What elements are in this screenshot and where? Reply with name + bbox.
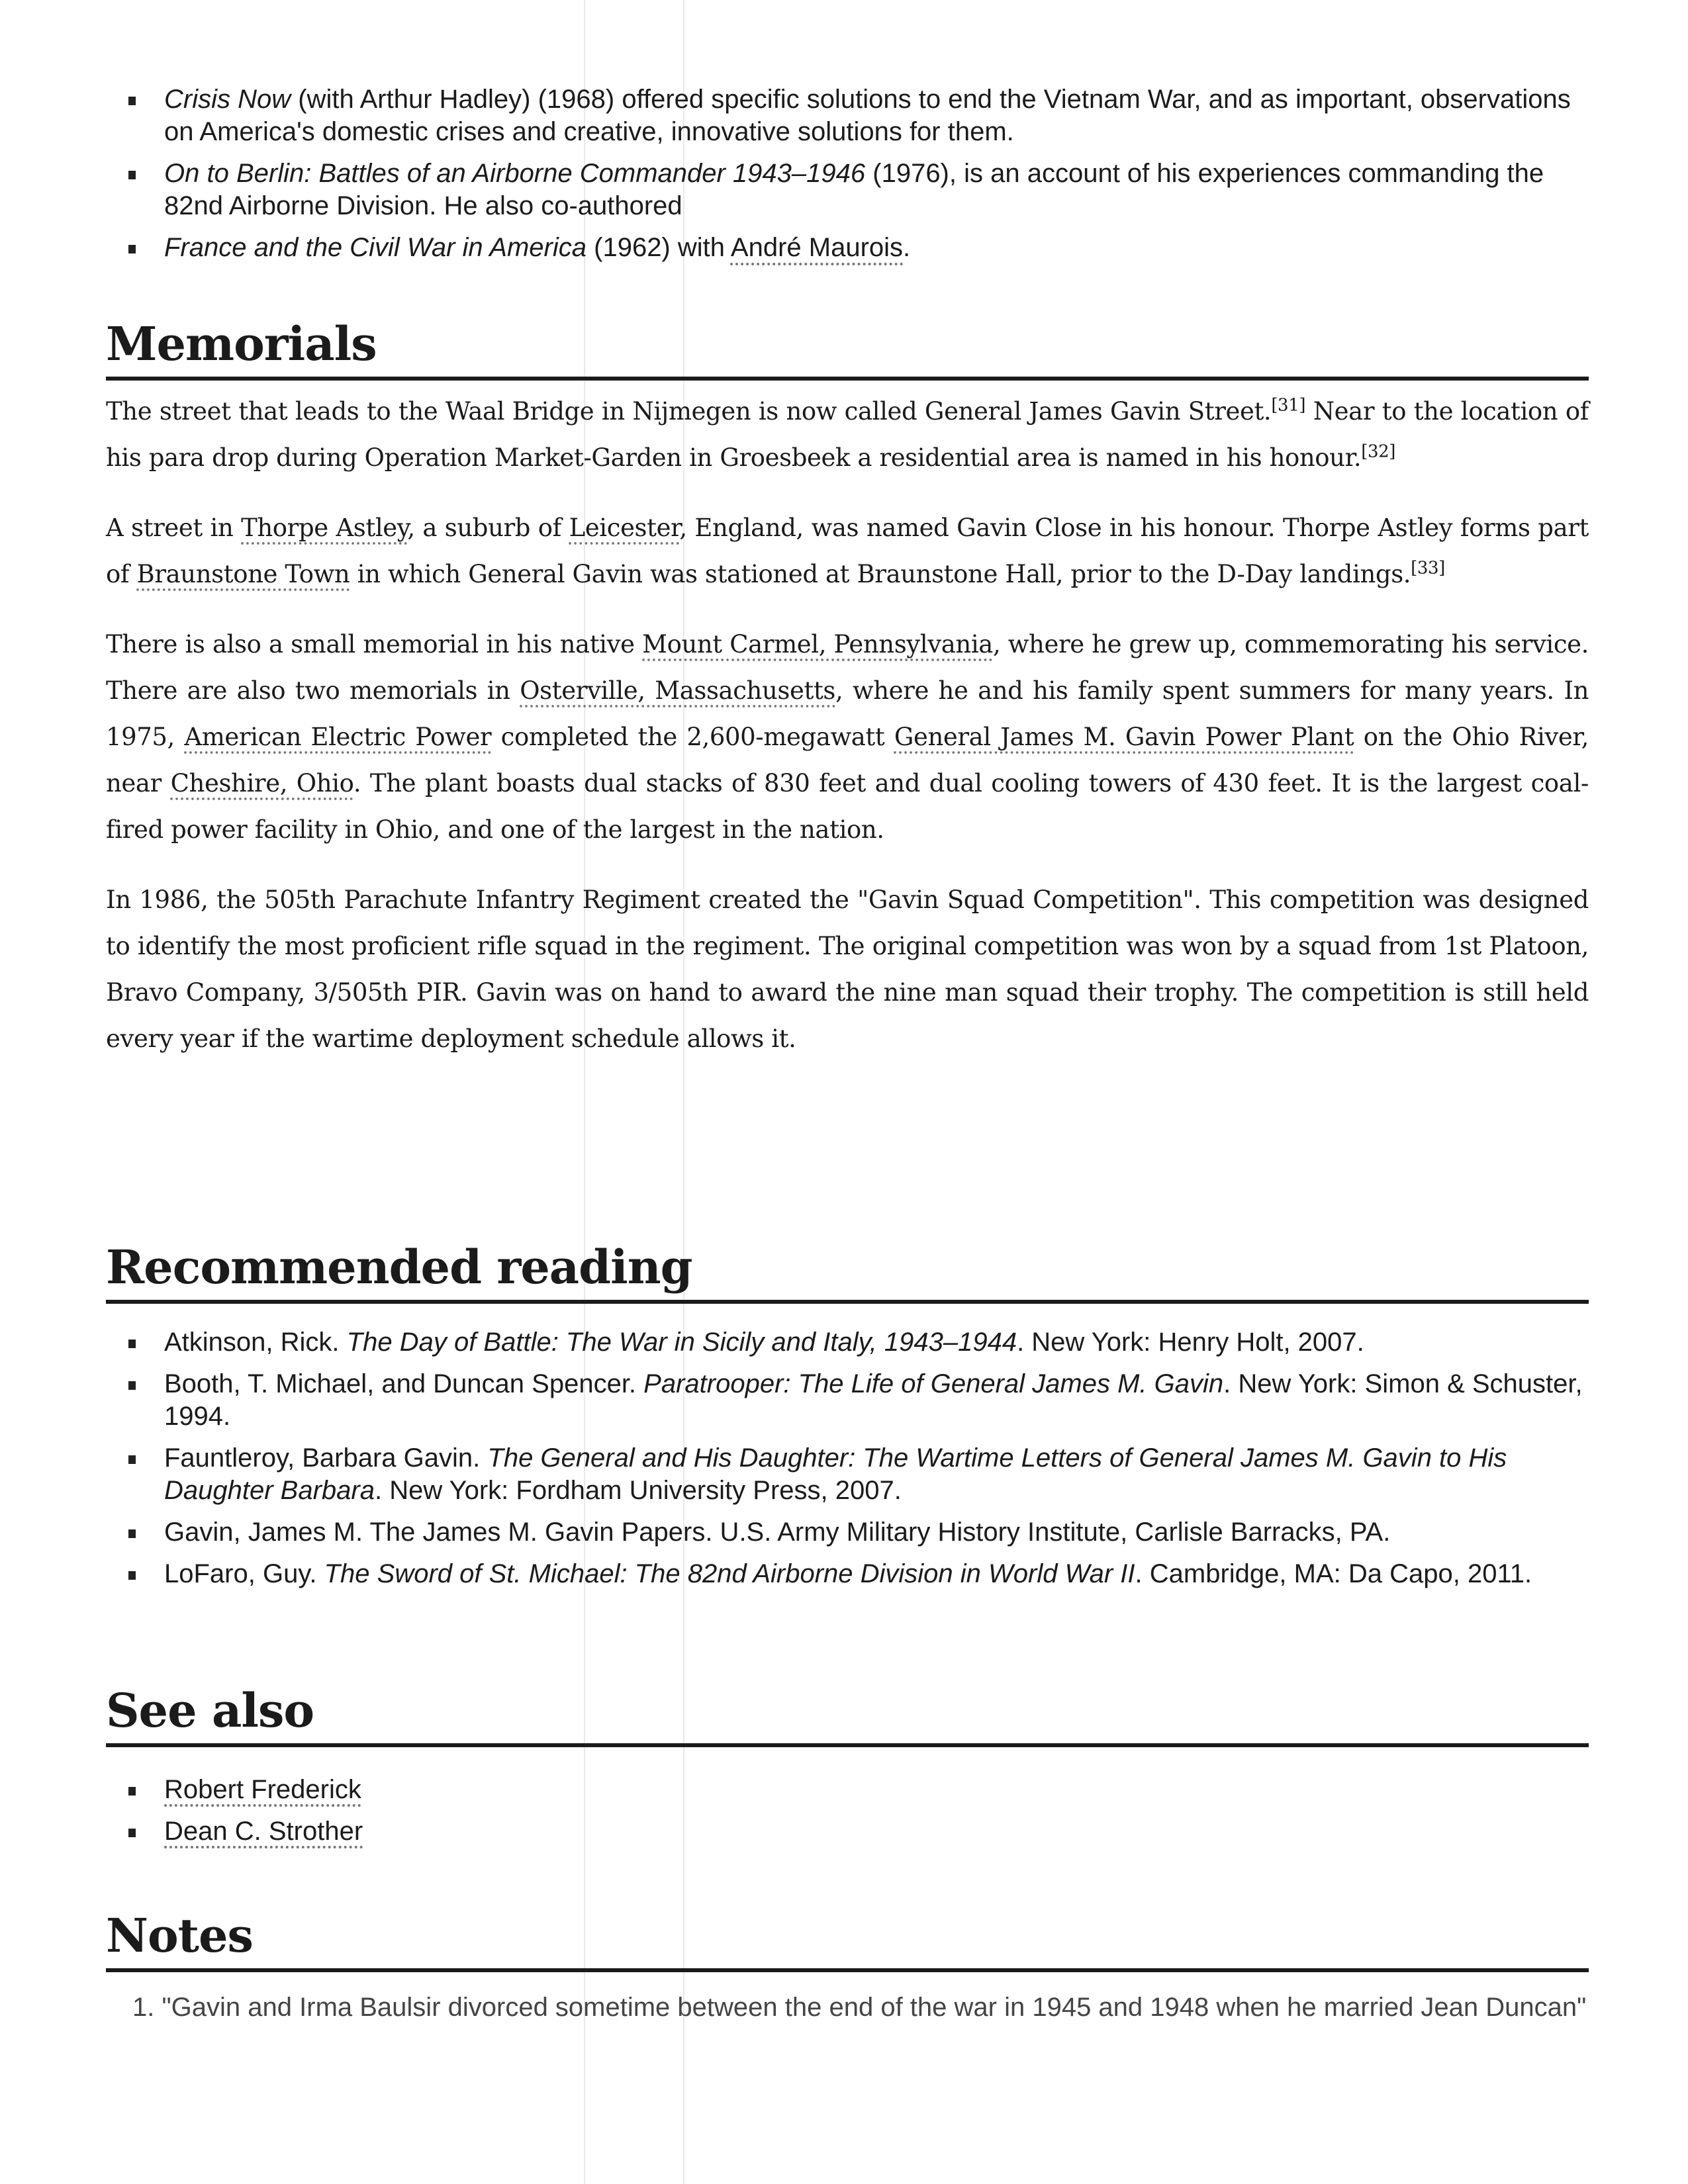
text: , England, was named Gavin Close in his honour. Thorpe Astley forms part of bbox=[106, 513, 1589, 588]
text: on the Ohio River, near bbox=[106, 722, 1589, 797]
link-andre-maurois[interactable]: André Maurois bbox=[730, 233, 904, 262]
text: A street in bbox=[106, 513, 242, 542]
text: in which General Gavin was stationed at Braunstone Hall, prior to the D-Day landings. bbox=[350, 559, 1411, 588]
text: . The plant boasts dual stacks of 830 feet and dual cooling towers of 430 feet. It is the largest coal-fired power facility in Ohio, and one of the largest in the nation. bbox=[106, 768, 1589, 844]
text: , where he and his family spent summers for many years. In 1975, bbox=[106, 676, 1589, 751]
publisher: . New York: Fordham University Press, 2007. bbox=[374, 1475, 902, 1505]
list-item bbox=[106, 83, 1589, 148]
author: LoFaro, Guy. bbox=[164, 1559, 324, 1588]
list-item bbox=[106, 1442, 1589, 1507]
list-item bbox=[106, 1558, 1589, 1590]
item-text: (1962) with bbox=[586, 233, 731, 262]
book-title: The Sword of St. Michael: The 82nd Airborne Division in World War II bbox=[324, 1559, 1135, 1588]
reading-list bbox=[106, 1326, 1589, 1590]
note-item: 1. "Gavin and Irma Baulsir divorced sometime between the end of the war in 1945 and 1948 when he married Jean Duncan" bbox=[132, 1992, 1587, 2022]
list-item bbox=[106, 1368, 1589, 1433]
link-mount-carmel[interactable]: Mount Carmel, Pennsylvania bbox=[642, 629, 993, 659]
list-item bbox=[106, 1774, 1589, 1806]
book-title: Crisis Now bbox=[164, 85, 291, 114]
paragraph bbox=[106, 388, 1589, 481]
list-item bbox=[106, 1326, 1589, 1359]
author: Fauntleroy, Barbara Gavin. bbox=[164, 1443, 488, 1473]
notes-list bbox=[106, 1985, 1589, 2029]
link-leicester[interactable]: Leicester bbox=[569, 513, 680, 542]
section-heading-notes: Notes bbox=[106, 1909, 1589, 1972]
section-heading-recommended-reading: Recommended reading bbox=[106, 1241, 1589, 1304]
item-text: . bbox=[903, 233, 911, 262]
memorials-section bbox=[106, 318, 1589, 1062]
publisher: . New York: Henry Holt, 2007. bbox=[1017, 1327, 1364, 1357]
see-also-list bbox=[106, 1774, 1589, 1848]
link-cheshire-ohio[interactable]: Cheshire, Ohio bbox=[170, 768, 353, 797]
book-title: The General and His Daughter: The Wartime Letters of General James M. Gavin to His Daughter Barbara bbox=[164, 1443, 1507, 1505]
works-list bbox=[106, 83, 1589, 273]
list-item bbox=[106, 158, 1589, 222]
book-title: Paratrooper: The Life of General James M. Gavin bbox=[643, 1369, 1224, 1398]
author: Gavin, James M. The James M. Gavin Papers. U.S. Army Military History Institute, Carlisle Barracks, PA. bbox=[164, 1517, 1391, 1547]
recommended-reading-section bbox=[106, 1241, 1589, 1600]
list-item bbox=[106, 1516, 1589, 1549]
link-dean-strother[interactable]: Dean C. Strother bbox=[164, 1816, 363, 1846]
publisher: . New York: Simon & Schuster, 1994. bbox=[164, 1369, 1583, 1431]
publisher: . Cambridge, MA: Da Capo, 2011. bbox=[1135, 1559, 1532, 1588]
item-text: (with Arthur Hadley) (1968) offered specific solutions to end the Vietnam War, and as important, observations on America's domestic crises and creative, innovative solutions for them. bbox=[164, 85, 1571, 146]
section-heading-see-also: See also bbox=[106, 1684, 1589, 1747]
link-robert-frederick[interactable]: Robert Frederick bbox=[164, 1774, 361, 1804]
link-thorpe-astley[interactable]: Thorpe Astley bbox=[241, 513, 408, 542]
link-american-electric-power[interactable]: American Electric Power bbox=[184, 722, 492, 751]
text: The street that leads to the Waal Bridge in Nijmegen is now called General James Gavin Street. bbox=[106, 396, 1272, 426]
list-item bbox=[106, 1815, 1589, 1848]
book-title: France and the Civil War in America bbox=[164, 233, 587, 262]
text: completed the 2,600-megawatt bbox=[491, 722, 894, 751]
author: Atkinson, Rick. bbox=[164, 1327, 347, 1357]
citation-32[interactable]: [32] bbox=[1361, 441, 1395, 462]
book-title: The Day of Battle: The War in Sicily and Italy, 1943–1944 bbox=[346, 1327, 1017, 1357]
text: Near to the location of his para drop during Operation Market-Garden in Groesbeek a residential area is named in his honour. bbox=[106, 396, 1589, 472]
paragraph: In 1986, the 505th Parachute Infantry Regiment created the "Gavin Squad Competition". This competition was designed to identify the most proficient rifle squad in the regiment. The original competition was won by a squad from 1st Platoon, Bravo Company, 3/505th PIR. Gavin was on hand to award the nine man squad their trophy. The competition is still held every year if the wartime deployment schedule allows it. bbox=[106, 885, 1589, 1053]
section-heading-memorials: Memorials bbox=[106, 318, 1589, 381]
item-text: (1976), is an account of his experiences commanding the 82nd Airborne Division. He also co-authored bbox=[164, 159, 1544, 220]
link-gavin-power-plant[interactable]: General James M. Gavin Power Plant bbox=[894, 722, 1354, 751]
see-also-section bbox=[106, 1684, 1589, 1857]
citation-31[interactable]: [31] bbox=[1271, 395, 1306, 416]
text: There is also a small memorial in his native bbox=[106, 629, 643, 659]
link-braunstone-town[interactable]: Braunstone Town bbox=[136, 559, 350, 588]
citation-33[interactable]: [33] bbox=[1411, 558, 1445, 578]
notes-section bbox=[106, 1909, 1589, 2029]
paragraph bbox=[106, 621, 1589, 853]
author: Booth, T. Michael, and Duncan Spencer. bbox=[164, 1369, 644, 1398]
list-item bbox=[106, 232, 1589, 264]
text: , where he grew up, commemorating his service. There are also two memorials in bbox=[106, 629, 1589, 705]
link-osterville[interactable]: Osterville, Massachusetts bbox=[520, 676, 836, 705]
text: , a suburb of bbox=[407, 513, 569, 542]
paragraph bbox=[106, 505, 1589, 598]
book-title: On to Berlin: Battles of an Airborne Commander 1943–1946 bbox=[164, 159, 866, 188]
